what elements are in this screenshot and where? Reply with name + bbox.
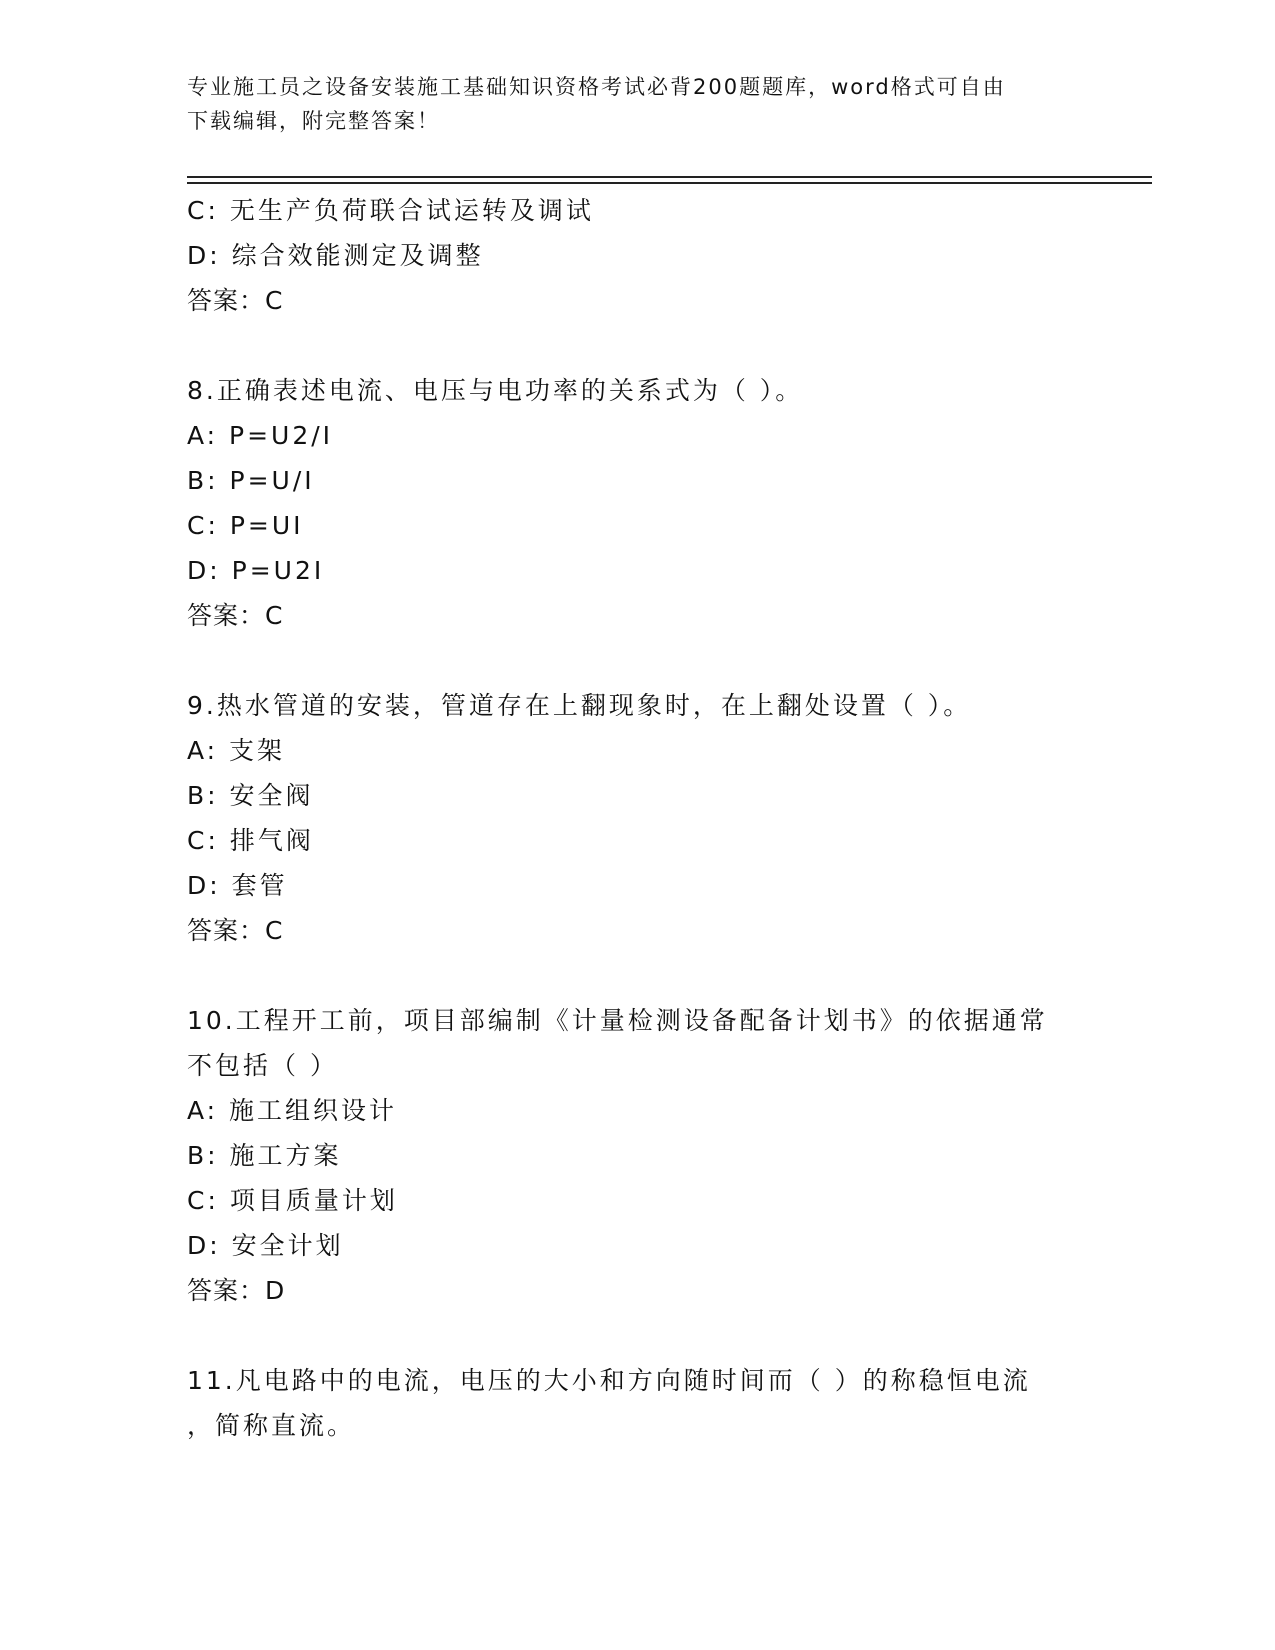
question-11-continued: ，简称直流。 xyxy=(187,1411,356,1440)
question-11: 11.凡电路中的电流，电压的大小和方向随时间而（ ）的称稳恒电流 xyxy=(187,1366,1031,1395)
option-b: B: 施工方案 xyxy=(187,1141,342,1170)
option-d: D: 综合效能测定及调整 xyxy=(187,241,484,270)
question-9: 9.热水管道的安装，管道存在上翻现象时，在上翻处设置（ ）。 xyxy=(187,691,972,720)
option-b: B: 安全阀 xyxy=(187,781,314,810)
header-line-1: 专业施工员之设备安装施工基础知识资格考试必背200题题库，word格式可自由 xyxy=(187,75,1006,99)
answer-line: 答案：D xyxy=(187,1276,286,1305)
header-rule-bottom xyxy=(187,182,1152,184)
option-c: C: 项目质量计划 xyxy=(187,1186,398,1215)
option-d: D: P=U2I xyxy=(187,556,325,585)
header-line-2: 下载编辑，附完整答案！ xyxy=(187,109,440,133)
question-10-continued: 不包括（ ） xyxy=(187,1051,338,1080)
option-a: A: 施工组织设计 xyxy=(187,1096,398,1125)
option-d: D: 安全计划 xyxy=(187,1231,344,1260)
header-rule-top xyxy=(187,176,1152,178)
document-header xyxy=(187,70,1087,138)
answer-line: 答案：C xyxy=(187,286,284,315)
option-c: C: P=UI xyxy=(187,511,304,540)
option-a: A: P=U2/I xyxy=(187,421,334,450)
answer-line: 答案：C xyxy=(187,601,284,630)
question-10: 10.工程开工前，项目部编制《计量检测设备配备计划书》的依据通常 xyxy=(187,1006,1048,1035)
option-c: C: 排气阀 xyxy=(187,826,314,855)
question-8: 8.正确表述电流、电压与电功率的关系式为（ ）。 xyxy=(187,376,804,405)
option-d: D: 套管 xyxy=(187,871,288,900)
option-c: C: 无生产负荷联合试运转及调试 xyxy=(187,196,594,225)
option-a: A: 支架 xyxy=(187,736,286,765)
option-b: B: P=U/I xyxy=(187,466,315,495)
answer-line: 答案：C xyxy=(187,916,284,945)
